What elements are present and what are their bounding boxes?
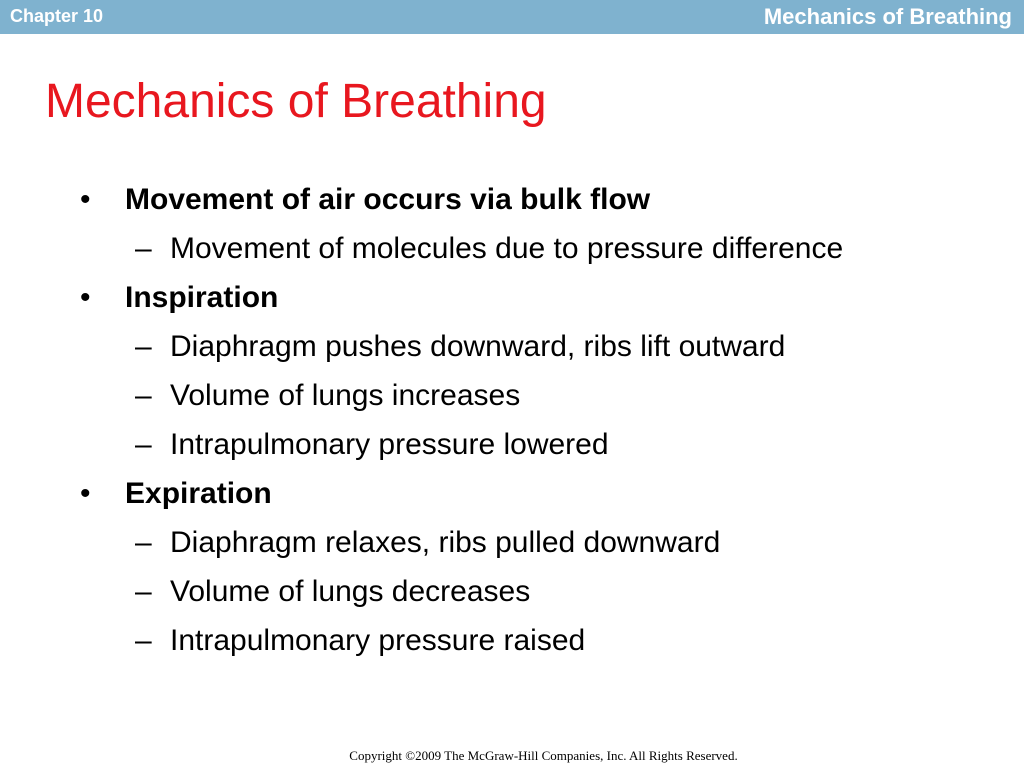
dash-icon: – bbox=[135, 526, 152, 559]
sub-bullet-text: Volume of lungs decreases bbox=[170, 575, 531, 608]
sub-bullet-item bbox=[80, 518, 1000, 567]
bullet-list bbox=[80, 175, 1000, 665]
dash-icon: – bbox=[135, 624, 152, 657]
dash-icon: – bbox=[135, 232, 152, 265]
dash-icon: – bbox=[135, 379, 152, 412]
copyright-footer: Copyright ©2009 The McGraw-Hill Companies, Inc. All Rights Reserved. bbox=[349, 748, 738, 763]
sub-bullet-text: Volume of lungs increases bbox=[170, 379, 521, 412]
sub-bullet-item bbox=[80, 420, 1000, 469]
header-chapter-label: Chapter 10 bbox=[10, 6, 104, 26]
dash-icon: – bbox=[135, 575, 152, 608]
bullet-item bbox=[80, 175, 1000, 224]
bullet-item bbox=[80, 469, 1000, 518]
sub-bullet-text: Movement of molecules due to pressure difference bbox=[170, 232, 844, 265]
bullet-icon: • bbox=[80, 281, 91, 314]
sub-bullet-item bbox=[80, 224, 1000, 273]
sub-bullet-text: Intrapulmonary pressure raised bbox=[170, 624, 586, 657]
dash-icon: – bbox=[135, 330, 152, 363]
sub-bullet-text: Diaphragm relaxes, ribs pulled downward bbox=[170, 526, 721, 559]
sub-bullet-item bbox=[80, 616, 1000, 665]
sub-bullet-item bbox=[80, 567, 1000, 616]
bullet-text: Inspiration bbox=[125, 281, 279, 314]
sub-bullet-item bbox=[80, 371, 1000, 420]
bullet-item bbox=[80, 273, 1000, 322]
bullet-text: Movement of air occurs via bulk flow bbox=[125, 183, 651, 216]
header-topic-label: Mechanics of Breathing bbox=[763, 4, 1012, 29]
dash-icon: – bbox=[135, 428, 152, 461]
bullet-icon: • bbox=[80, 183, 91, 216]
sub-bullet-text: Diaphragm pushes downward, ribs lift outward bbox=[170, 330, 786, 363]
slide-title: Mechanics of Breathing bbox=[45, 75, 547, 128]
bullet-text: Expiration bbox=[125, 477, 272, 510]
sub-bullet-item bbox=[80, 322, 1000, 371]
header-bar bbox=[0, 0, 1024, 34]
sub-bullet-text: Intrapulmonary pressure lowered bbox=[170, 428, 609, 461]
bullet-icon: • bbox=[80, 477, 91, 510]
